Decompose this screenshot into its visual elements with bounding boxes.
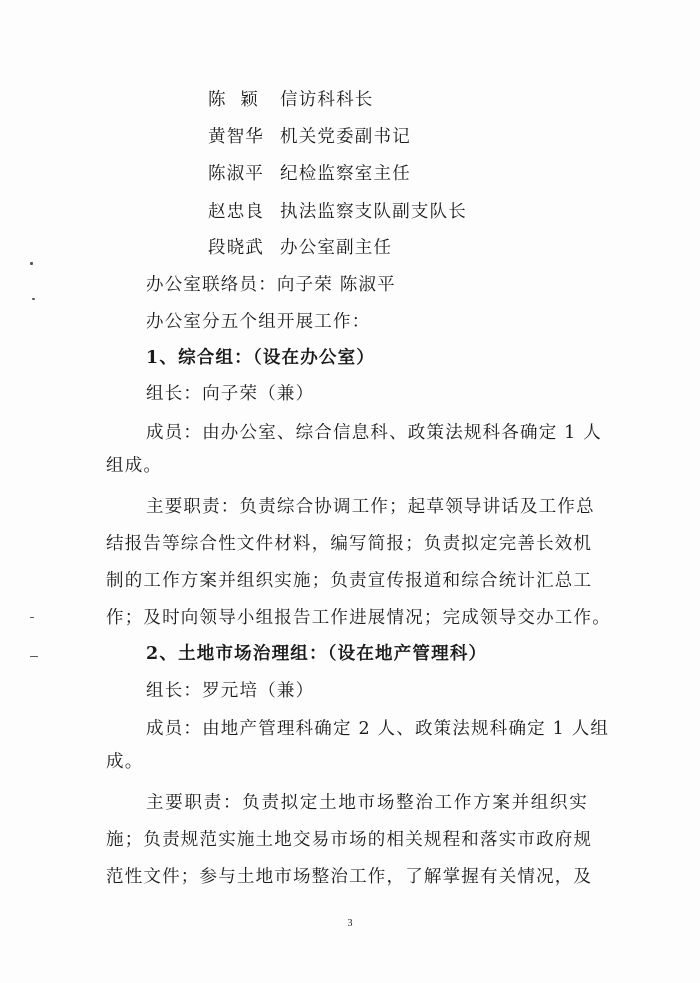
- page-number: 3: [347, 918, 353, 929]
- member-role: 信访科科长: [280, 90, 374, 110]
- member-row: [208, 166, 411, 184]
- group1-duties-cont: 制的工作方案并组织实施；负责宣传报道和综合统计汇总工: [106, 571, 593, 591]
- liaison-line: 办公室联络员：向子荣 陈淑平: [146, 275, 396, 295]
- scan-speck: [30, 262, 33, 265]
- group1-leader: 组长：向子荣（兼）: [146, 384, 315, 404]
- member-name: 赵忠良: [208, 202, 265, 222]
- member-name: 陈淑平: [208, 164, 265, 184]
- group2-leader: 组长：罗元培（兼）: [146, 681, 315, 701]
- member-row: [208, 204, 467, 222]
- group1-heading: 1、综合组：（设在办公室）: [146, 348, 376, 368]
- group2-members: 成员：由地产管理科确定 2 人、政策法规科确定 1 人组: [146, 719, 610, 739]
- member-role: 机关党委副书记: [280, 127, 411, 147]
- group1-members: 成员：由办公室、综合信息科、政策法规科各确定 1 人: [146, 423, 602, 443]
- member-name: 陈 颖: [208, 90, 259, 110]
- group2-duties: 主要职责：负责拟定土地市场整治工作方案并组织实: [146, 793, 588, 813]
- member-row: [208, 129, 411, 147]
- intro-line: 办公室分五个组开展工作：: [146, 312, 371, 332]
- scan-speck: [30, 656, 38, 657]
- member-name: 黄智华: [208, 127, 265, 147]
- member-role: 纪检监察室主任: [280, 164, 411, 184]
- group1-duties-cont: 作；及时向领导小组报告工作进展情况；完成领导交办工作。: [106, 608, 611, 628]
- member-row: [208, 92, 374, 110]
- group1-duties-cont: 结报告等综合性文件材料，编写简报；负责拟定完善长效机: [106, 534, 593, 554]
- member-name: 段晓武: [208, 238, 265, 258]
- group2-duties-cont: 范性文件；参与土地市场整治工作，了解掌握有关情况，及: [106, 867, 593, 887]
- scan-speck: [32, 298, 35, 300]
- scan-speck: [30, 617, 34, 618]
- group1-duties: 主要职责：负责综合协调工作；起草领导讲话及工作总: [146, 497, 595, 517]
- group2-members-cont: 成。: [106, 752, 144, 772]
- group2-heading: 2、土地市场治理组：（设在地产管理科）: [146, 644, 488, 664]
- member-role: 办公室副主任: [280, 238, 393, 258]
- group2-duties-cont: 施；负责规范实施土地交易市场的相关规程和落实市政府规: [106, 830, 593, 850]
- member-row: [208, 240, 392, 258]
- member-role: 执法监察支队副支队长: [280, 202, 467, 222]
- group1-members-cont: 组成。: [106, 456, 163, 476]
